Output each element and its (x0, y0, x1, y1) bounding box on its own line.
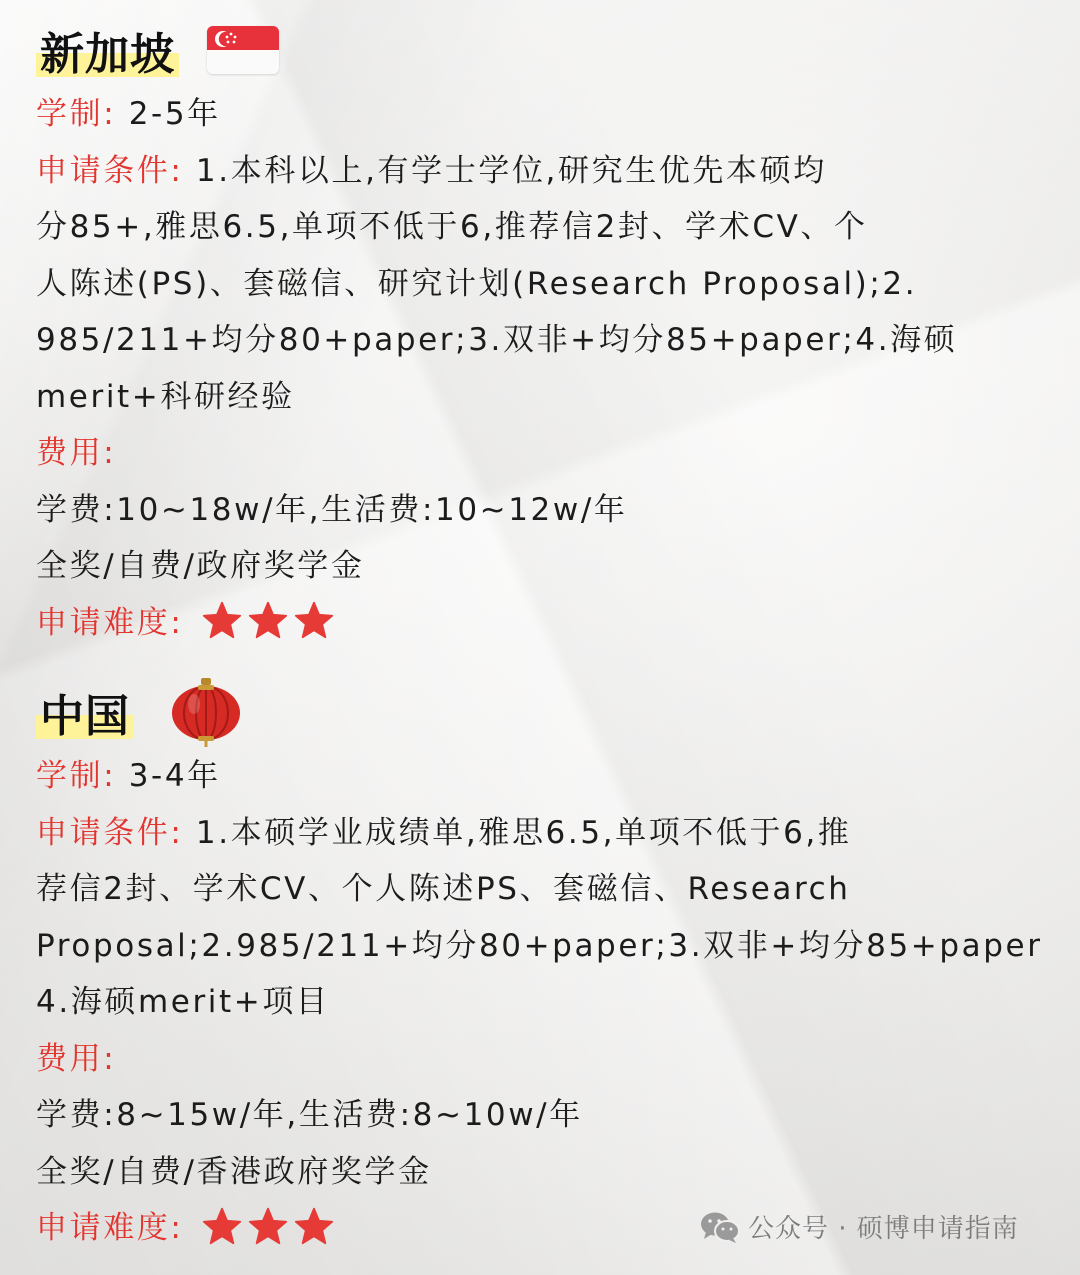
program-length-label: 学制: (36, 96, 117, 132)
difficulty-stars (200, 600, 336, 642)
singapore-title: 新加坡 (36, 18, 179, 82)
requirements-text-line: Proposal;2.985/211+均分80+paper;3.双非+均分85+paper (36, 927, 1043, 964)
funding-line: 全奖/自费/政府奖学金 (36, 548, 365, 584)
singapore-section (36, 14, 1056, 651)
tuition-line: 学费:8~15w/年,生活费:8~10w/年 (36, 1097, 583, 1133)
requirements-label: 申请条件: (36, 814, 184, 851)
star-icon (246, 600, 290, 642)
requirements-text-line: 1.本科以上,有学士学位,研究生优先本硕均 (195, 152, 827, 189)
requirements-text-line: 1.本硕学业成绩单,雅思6.5,单项不低于6,推 (195, 814, 852, 851)
funding-line: 全奖/自费/香港政府奖学金 (36, 1153, 432, 1190)
difficulty-label: 申请难度: (36, 604, 184, 641)
cost-row (36, 425, 1056, 482)
red-lantern-icon (170, 676, 242, 748)
program-length-value: 3-4年 (128, 758, 221, 794)
requirements-text-line: 荐信2封、学术CV、个人陈述PS、套磁信、Research (36, 871, 851, 907)
program-length-label: 学制: (36, 758, 117, 794)
program-length-value: 2-5年 (128, 96, 221, 132)
requirements-text-line: 4.海硕merit+项目 (36, 984, 330, 1020)
star-icon (292, 600, 336, 642)
singapore-flag-icon (207, 26, 279, 74)
star-icon (200, 600, 244, 642)
star-icon (200, 1206, 244, 1248)
singapore-heading (36, 14, 1056, 86)
cost-row (36, 1031, 1056, 1088)
program-length-row (36, 748, 1056, 805)
requirements-label: 申请条件: (36, 152, 184, 189)
china-title: 中国 (36, 680, 134, 744)
tuition-line: 学费:10~18w/年,生活费:10~12w/年 (36, 491, 628, 528)
wechat-watermark (700, 1208, 1019, 1245)
difficulty-row (36, 595, 1056, 652)
requirements-text-line: 分85+,雅思6.5,单项不低于6,推荐信2封、学术CV、个 (36, 209, 868, 245)
cost-label: 费用: (36, 1040, 117, 1077)
star-icon (246, 1206, 290, 1248)
requirements-text-line: 985/211+均分80+paper;3.双非+均分85+paper;4.海硕 (36, 322, 958, 358)
difficulty-stars (200, 1206, 336, 1248)
requirements-row (36, 805, 1056, 862)
requirements-text-line: 人陈述(PS)、套磁信、研究计划(Research Proposal);2. (36, 265, 918, 302)
watermark-text: 公众号 · 硕博申请指南 (748, 1214, 1019, 1244)
difficulty-label: 申请难度: (36, 1210, 184, 1246)
requirements-text-line: merit+科研经验 (36, 378, 295, 415)
cost-label: 费用: (36, 435, 117, 471)
requirements-row (36, 143, 1056, 200)
star-icon (292, 1206, 336, 1248)
wechat-icon (700, 1210, 740, 1244)
china-section (36, 676, 1056, 1257)
china-heading (36, 676, 1056, 748)
program-length-row (36, 86, 1056, 143)
